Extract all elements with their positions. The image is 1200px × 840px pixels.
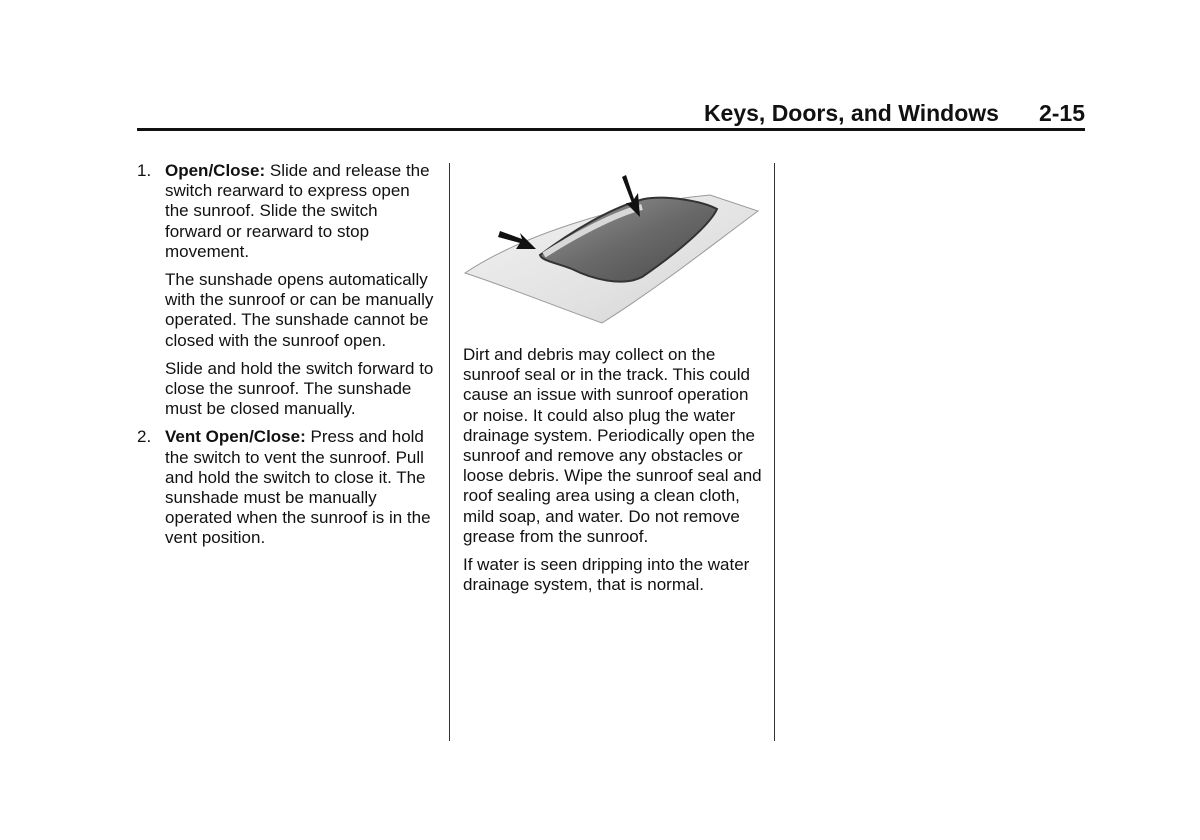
column-divider-right: [774, 163, 775, 741]
item-paragraph: [165, 427, 437, 548]
header-rule: [137, 128, 1085, 131]
item-number: 1.: [137, 161, 152, 180]
item-paragraph: [165, 161, 437, 262]
list-item: [137, 161, 437, 419]
list-item: [137, 427, 437, 548]
item-body: [165, 161, 437, 419]
left-column: [137, 161, 437, 557]
item-label: Open/Close:: [165, 161, 266, 180]
paragraph: Dirt and debris may collect on the sunroof seal or in the track. This could cause an issue with sunroof operation or noise. It could also plug the water drainage system. Periodically open the sunroof and remove any obstacles or loose debris. Wipe the sunroof seal and roof sealing area using a clean cloth, mild soap, and water. Do not remove grease from the sunroof.: [463, 345, 762, 546]
sunroof-drawing: [462, 165, 762, 330]
item-number: 2.: [137, 427, 152, 447]
item-body: [165, 427, 437, 548]
sunroof-illustration: [462, 165, 762, 330]
item-text: Press and hold the switch to vent the sunroof. Pull and hold the switch to close it. The sunshade must be manually operated when the sunroof is in the vent position.: [165, 427, 431, 548]
page-header: [137, 100, 1085, 127]
section-title: Keys, Doors, and Windows: [703, 100, 999, 126]
page-number: 2-15: [1038, 100, 1085, 126]
right-column: [463, 345, 763, 603]
column-divider-left: [449, 163, 450, 741]
item-paragraph: Slide and hold the switch forward to close the sunroof. The sunshade must be closed manually.: [165, 358, 434, 419]
item-paragraph: The sunshade opens automatically with the sunroof or can be manually operated. The sunshade cannot be closed with the sunroof open.: [165, 270, 434, 350]
item-label: Vent Open/Close:: [165, 427, 306, 447]
item-text: Slide and release the switch rearward to express open the sunroof. Slide the switch forward or rearward to stop movement.: [165, 161, 430, 261]
paragraph: If water is seen dripping into the water drainage system, that is normal.: [463, 555, 750, 595]
